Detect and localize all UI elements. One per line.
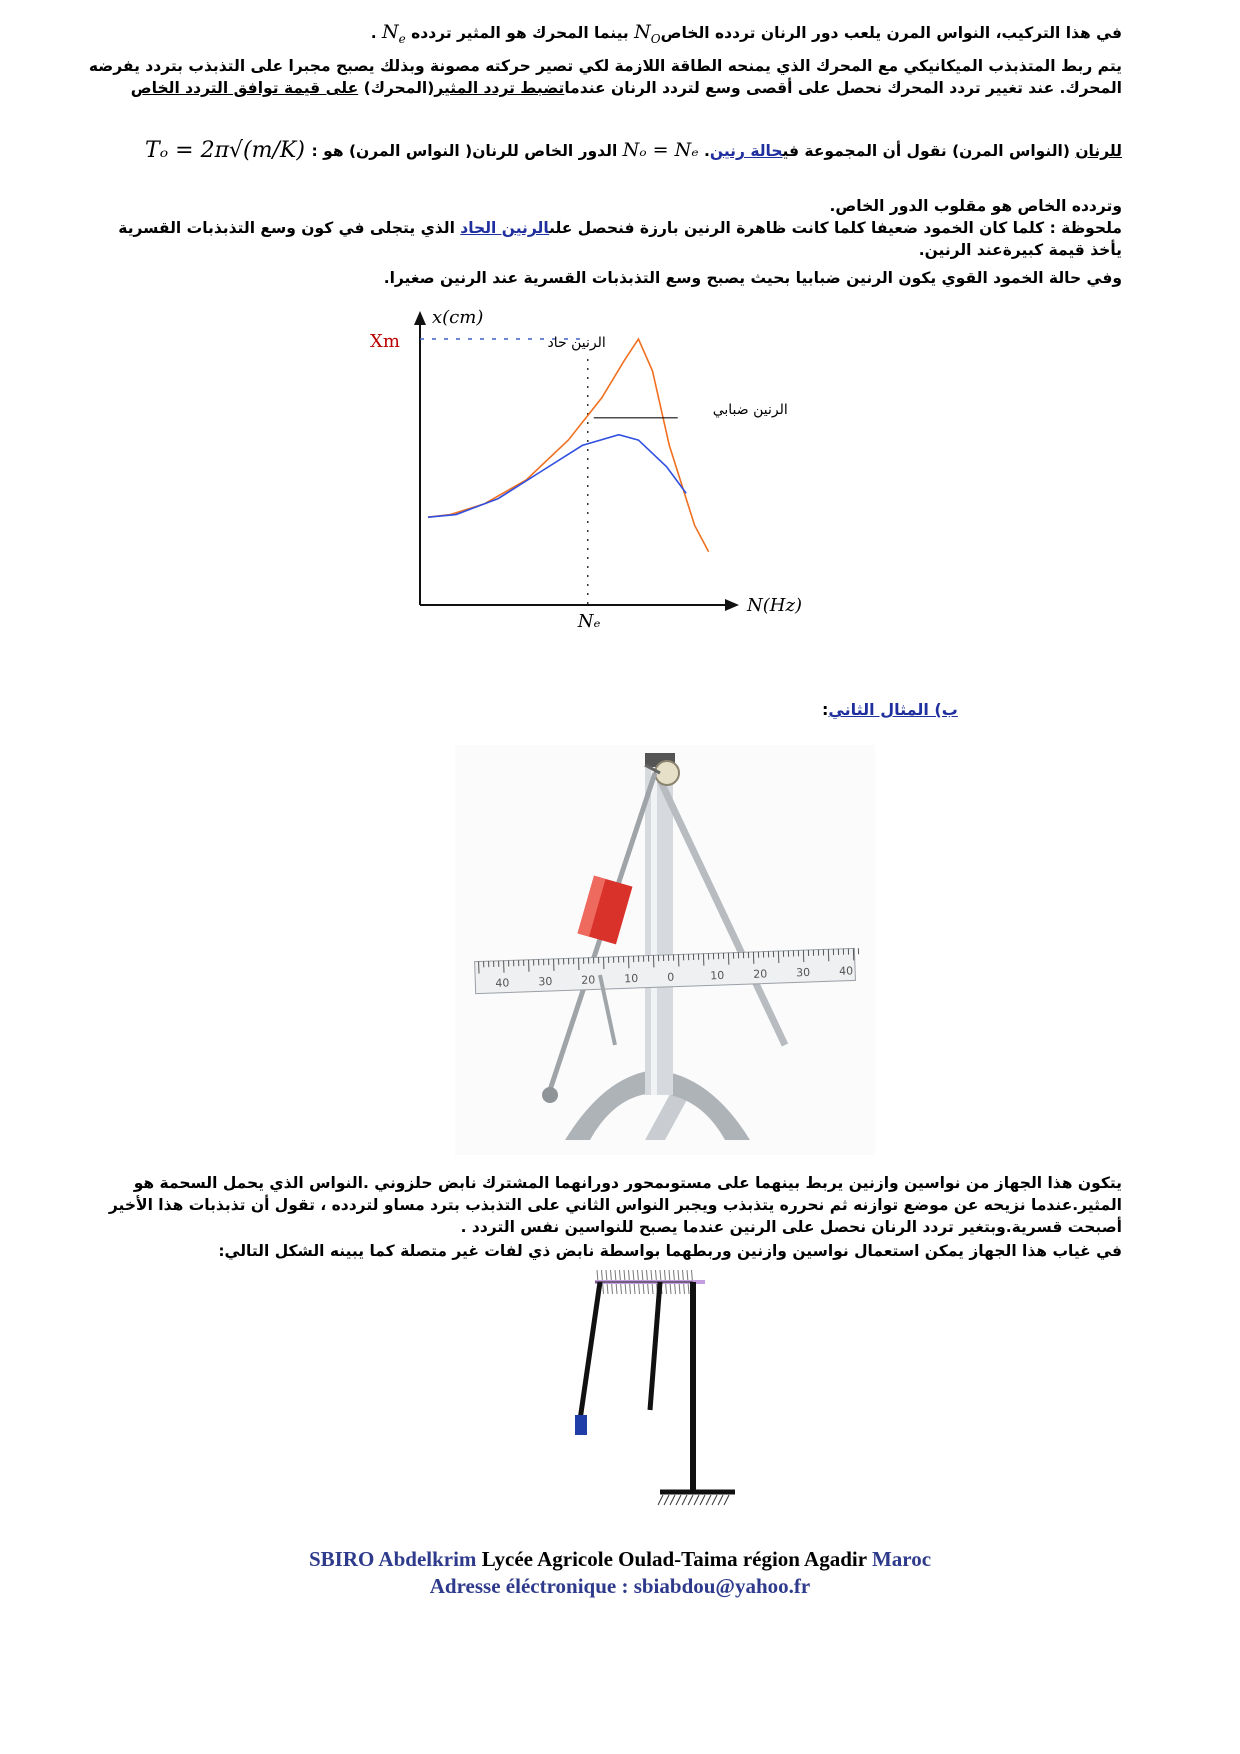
exciter-frequency-symbol: $N_e$ bbox=[381, 21, 406, 46]
footer-author-line bbox=[0, 1547, 1240, 1572]
ruler-label: 40 bbox=[838, 964, 854, 978]
resonance-condition-formula: Nₒ = Nₑ bbox=[622, 139, 699, 161]
ground-hatch-line bbox=[712, 1495, 717, 1505]
ground-hatch-line bbox=[700, 1495, 705, 1505]
intro-text-1a: في هذا التركيب، النواس المرن يلعب دور الرنان تردده الخاص bbox=[660, 24, 1122, 42]
series-curve-blurred bbox=[428, 435, 686, 517]
ground-hatch-line bbox=[706, 1495, 711, 1505]
footer-email-line[interactable]: Adresse éléctronique : sbiabdou@yahoo.fr bbox=[429, 1574, 811, 1598]
y-axis-arrow bbox=[414, 311, 426, 325]
ground-hatch-line bbox=[694, 1495, 699, 1505]
intro-line-3: المحرك. عند تغيير تردد المحرك نحصل على أقصى وسع لتردد الرنان عندماتضبط تردد المثير(المحرك) على قيمة توافق التردد الخاص bbox=[130, 79, 1122, 97]
intro-line-4: للرنان (النواس المرن) نقول أن المجموعة فيحالة رنين. Nₒ = Nₑ الدور الخاص للرنان( النواس المرن) هو : bbox=[311, 139, 1122, 161]
ne-label: Nₑ bbox=[577, 611, 601, 632]
annotation-blurred-resonance: الرنين ضبابي bbox=[712, 401, 788, 418]
natural-frequency-symbol: $N_O$ bbox=[634, 21, 661, 46]
intro-line-1: في هذا التركيب، النواس المرن يلعب دور الرنان تردده الخاصN$_O$ بينما المحرك هو المثير تردده $N_e$ . bbox=[370, 21, 1122, 46]
ruler-label: 0 bbox=[667, 970, 675, 984]
ground-hatch-line bbox=[658, 1495, 663, 1505]
apparatus-line-4: في غياب هذا الجهاز يمكن استعمال نواسين وازنين وربطهما بواسطة نابض ذي لفات غير متصلة كما يبينه الشكل التالي: bbox=[218, 1242, 1122, 1260]
ruler-label: 20 bbox=[752, 967, 768, 981]
ground-hatch-line bbox=[676, 1495, 681, 1505]
resonance-chart bbox=[350, 300, 830, 720]
x-axis-arrow bbox=[725, 599, 739, 611]
ground-hatch-line bbox=[664, 1495, 669, 1505]
ground-hatch-line bbox=[688, 1495, 693, 1505]
ground-hatch-line bbox=[718, 1495, 723, 1505]
country: Maroc bbox=[871, 1547, 932, 1571]
ruler-label: 10 bbox=[710, 968, 725, 983]
ruler-label: 10 bbox=[624, 971, 639, 986]
apparatus-line-3: أصبحت قسرية.وبتغير تردد الرنان نحصل على الرنين عندما يصبح للنواسين نفس التردد . bbox=[460, 1218, 1122, 1236]
series-curve-sharp bbox=[428, 339, 709, 552]
apparatus-line-2: المثير.عندما نزيحه عن موضع توازنه ثم نحرره يتذبذب ويجبر النواس الثاني على التذبذب بترد مساو لتردده ، تقول أن تذبذبات هذا الأخير bbox=[108, 1196, 1122, 1214]
y-axis-label: x(cm) bbox=[432, 307, 484, 328]
ground-hatch-line bbox=[670, 1495, 675, 1505]
ruler-label: 20 bbox=[581, 973, 596, 987]
note-line-1: ملحوظة : كلما كان الخمود ضعيفا كلما كانت ظاهرة الرنين بارزة فنحصل علىالرنين الحاد الذي يتجلى في كون وسع التذبذبات القسرية bbox=[118, 219, 1122, 237]
ruler-label: 30 bbox=[795, 965, 811, 980]
ground-hatch-line bbox=[724, 1495, 729, 1505]
note-line-2: يأخذ قيمة كبيرةعند الرنين. bbox=[918, 241, 1122, 259]
resonance-link[interactable]: حالة رنين bbox=[709, 142, 783, 160]
ruler-label: 40 bbox=[495, 976, 510, 990]
ruler-label: 30 bbox=[538, 974, 553, 989]
period-formula: Tₒ = 2π√(m/K) bbox=[145, 138, 305, 163]
intro-line-5: وتردده الخاص هو مقلوب الدور الخاص. bbox=[829, 197, 1122, 215]
sharp-resonance-link[interactable]: الرنين الحاد bbox=[460, 219, 550, 237]
spring-coupled-pendulums-sketch bbox=[575, 1270, 750, 1510]
author-name: SBIRO Abdelkrim bbox=[308, 1547, 477, 1571]
intro-line-2: يتم ربط المتذبذب الميكانيكي مع المحرك الذي يمنحه الطاقة اللازمة لكي تصير حركته مصونة وبذلك يصبح مجبرا على التذبذب بتردد يفرضه bbox=[88, 57, 1122, 75]
example-2-heading: ب) المثال الثاني: bbox=[822, 700, 958, 719]
apparatus-line-1: يتكون هذا الجهاز من نواسين وازنين يربط بينهما على مستوىمحور دورانهما المشترك نابض حلزوني .النواس الذي يحمل السحمة هو bbox=[133, 1174, 1122, 1192]
coupled-pendulums-photo bbox=[455, 745, 875, 1155]
annotation-sharp-resonance: الرنين حاد bbox=[547, 335, 606, 351]
note-line-3: وفي حالة الخمود القوي يكون الرنين ضبابيا بحيث يصبح وسع التذبذبات القسرية عند الرنين صغيرا. bbox=[383, 269, 1122, 287]
ground-hatch-line bbox=[682, 1495, 687, 1505]
x-axis-label: N(Hz) bbox=[747, 595, 802, 616]
school-name: Lycée Agricole Oulad-Taima région Agadir bbox=[476, 1547, 872, 1571]
intro-text-1b: بينما المحرك هو المثير تردده bbox=[405, 24, 635, 42]
xm-label: Xm bbox=[370, 331, 400, 352]
